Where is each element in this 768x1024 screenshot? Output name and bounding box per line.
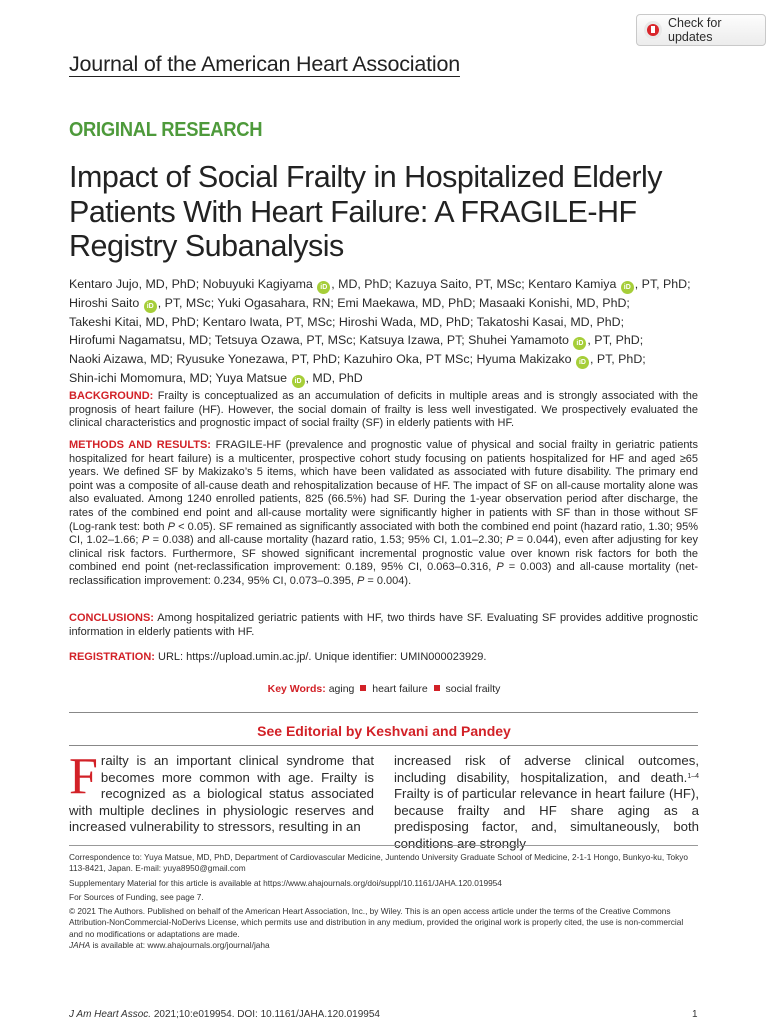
- check-for-updates-button[interactable]: [636, 14, 766, 46]
- funding-note: For Sources of Funding, see page 7.: [69, 892, 204, 902]
- abstract-text: FRAGILE-HF (prevalence and prognostic value of physical and social frailty in geriatric patients hospitalized for heart failure) is a multicenter, prospective cohort study focusing on patients hospitalized for HF and aged ≥65 years. We defined SF by Makizako’s 5 items, which have been validated as associated with future disability. The primary end point was a composite of all-cause death and rehospitalization because of HF. The impact of SF on all-cause mortality alone was also evaluated. Among 1240 enrolled patients, 825 (66.5%) had SF. During the 1-year observation period after discharge, the rates of the combined end point and all-cause mortality were significantly higher in patients with SF than in those without SF (Log-rank test: both: [69, 439, 698, 533]
- supplementary-note[interactable]: Supplementary Material for this article is available at https://www.ahajournals.org/doi/suppl/10.1161/JAHA.120.019954: [69, 878, 502, 888]
- abstract-text: Frailty is conceptualized as an accumulation of deficits in multiple areas and is strongly associated with the prognosis of heart failure (HF). However, the social domain of frailty is less well investigated. We prospectively evaluated the clinical characteristics and prognostic impact of social frailty (SF) in elderly patients with HF.: [69, 390, 698, 430]
- divider: [69, 845, 698, 846]
- p-value-symbol: P: [506, 534, 514, 547]
- abstract-background: [69, 390, 698, 431]
- body-text: Frailty is of particular relevance in heart failure (HF), because frailty and HF share aging as a predisposing factor, and, simultaneously, both conditions are strongly: [394, 786, 699, 851]
- page-number: 1: [692, 1009, 698, 1020]
- orcid-icon[interactable]: iD: [576, 356, 589, 369]
- abstract-label: REGISTRATION:: [69, 651, 155, 663]
- orcid-icon[interactable]: iD: [317, 281, 330, 294]
- author-text: Kentaro Jujo, MD, PhD; Nobuyuki Kagiyama: [69, 277, 313, 291]
- author-text: Hiroshi Saito: [69, 296, 140, 310]
- author-text: , PT, PhD;: [587, 333, 644, 347]
- editorial-link[interactable]: See Editorial by Keshvani and Pandey: [257, 723, 511, 739]
- p-value-symbol: P: [167, 520, 175, 533]
- registration-text[interactable]: URL: https://upload.umin.ac.jp/. Unique identifier: UMIN000023929.: [154, 651, 487, 663]
- body-text: increased risk of adverse clinical outcomes, including disability, hospitalization, and death.: [394, 753, 699, 785]
- keyword-item[interactable]: aging: [328, 683, 355, 695]
- abstract-text: Among hospitalized geriatric patients with HF, two thirds have SF. Evaluating SF provides additive prognostic information in elderly patients with HF.: [69, 612, 698, 638]
- body-column-left: [69, 748, 374, 836]
- divider: [69, 745, 698, 746]
- abstract-text: = 0.003) and all-cause mortality (net-reclassification improvement: 0.234, 95% CI, 0.073–0.395,: [69, 561, 698, 587]
- article-title: Impact of Social Frailty in Hospitalized Elderly Patients With Heart Failure: A FRAGILE-HF Registry Subanalysis: [69, 160, 663, 263]
- body-column-right: [394, 753, 699, 852]
- divider: [69, 712, 698, 713]
- author-text: Hirofumi Nagamatsu, MD; Tetsuya Ozawa, PT, MSc; Katsuya Izawa, PT; Shuhei Yamamoto: [69, 333, 569, 347]
- abstract-text: = 0.004).: [364, 574, 412, 587]
- author-text: , PT, PhD;: [634, 277, 691, 291]
- footer-citation: 2021;10:e019954. DOI: 10.1161/JAHA.120.019954: [151, 1009, 380, 1020]
- keywords: [0, 683, 768, 695]
- abstract-conclusions: [69, 612, 698, 639]
- p-value-symbol: P: [496, 561, 504, 574]
- author-text: , MD, PhD: [305, 371, 363, 385]
- page-footer: [69, 1009, 380, 1020]
- square-bullet-icon: [360, 685, 366, 691]
- footer-journal: J Am Heart Assoc.: [69, 1009, 152, 1020]
- section-label: ORIGINAL RESEARCH: [69, 119, 263, 141]
- keywords-label: Key Words:: [267, 683, 326, 695]
- author-text: , MD, PhD; Kazuya Saito, PT, MSc; Kentaro Kamiya: [331, 277, 617, 291]
- abstract-label: BACKGROUND:: [69, 390, 154, 402]
- keyword-item[interactable]: heart failure: [372, 683, 428, 695]
- author-text: , PT, MSc; Yuki Ogasahara, RN; Emi Maekawa, MD, PhD; Masaaki Konishi, MD, PhD;: [157, 296, 630, 310]
- author-list: [69, 275, 709, 388]
- author-text: Shin-ichi Momomura, MD; Yuya Matsue: [69, 371, 288, 385]
- abstract-methods-results: [69, 439, 698, 589]
- correspondence-note: Correspondence to: Yuya Matsue, MD, PhD, Department of Cardiovascular Medicine, Juntendo University Graduate School of Medicine, 2-1-1 Hongo, Bunkyo-ku, Tokyo 113-8421, Japan. E-mail: yuya8950@gmail.com: [69, 852, 689, 874]
- abstract-registration: [69, 651, 698, 665]
- journal-title: Journal of the American Heart Association: [69, 52, 460, 76]
- copyright-note: © 2021 The Authors. Published on behalf of the American Heart Association, Inc., by Wiley. This is an open access article under the terms of the Creative Commons Attribution-NonCommercial-NoDerivs License, which permits use and distribution in any medium, provided the original work is properly cited, the use is non-commercial and no modifications or adaptations are made.: [69, 906, 684, 939]
- author-text: Takeshi Kitai, MD, PhD; Kentaro Iwata, PT, MSc; Hiroshi Wada, MD, PhD; Takatoshi Kasai, MD, PhD;: [69, 315, 625, 329]
- p-value-symbol: P: [141, 534, 150, 547]
- drop-cap: F: [69, 748, 98, 805]
- reference-citation[interactable]: 1–4: [687, 772, 699, 780]
- abstract-label: CONCLUSIONS:: [69, 612, 154, 624]
- abstract-text: = 0.038) and all-cause mortality (hazard ratio, 1.53; 95% CI, 1.01–2.30;: [149, 534, 507, 547]
- author-text: Naoki Aizawa, MD; Ryusuke Yonezawa, PT, PhD; Kazuhiro Oka, PT MSc; Hyuma Makizako: [69, 352, 572, 366]
- orcid-icon[interactable]: iD: [573, 337, 586, 350]
- author-text: , PT, PhD;: [589, 352, 646, 366]
- orcid-icon[interactable]: iD: [144, 300, 157, 313]
- abstract-text: < 0.05). SF remained as significantly associated with both the combined end point (hazard ratio, 1.30; 95% CI, 1.02–1.66;: [69, 520, 698, 547]
- body-text: railty is an important clinical syndrome that becomes more common with age. Frailty is recognized as a biological status associated with multiple declines in physiologic reserves and increased vulnerability to stressors, resulting in an: [69, 753, 374, 834]
- jaha-availability-note: [69, 940, 698, 951]
- keyword-item[interactable]: social frailty: [445, 683, 501, 695]
- abstract-text: = 0.044), even after adjusting for key clinical risk factors. Furthermore, SF showed significant incremental prognostic value over known risk factors for both the combined end point (net-reclassification improvement: 0.189, 95% CI, 0.063–0.316,: [69, 534, 698, 574]
- journal-abbreviation: JAHA: [69, 940, 91, 950]
- check-for-updates-label: Check for updates: [668, 16, 722, 44]
- abstract-label: METHODS AND RESULTS:: [69, 439, 211, 451]
- square-bullet-icon: [434, 685, 440, 691]
- update-badge-icon: [644, 21, 662, 39]
- orcid-icon[interactable]: iD: [621, 281, 634, 294]
- jaha-availability-text[interactable]: is available at: www.ahajournals.org/journal/jaha: [90, 940, 270, 950]
- orcid-icon[interactable]: iD: [292, 375, 305, 388]
- p-value-symbol: P: [357, 574, 365, 587]
